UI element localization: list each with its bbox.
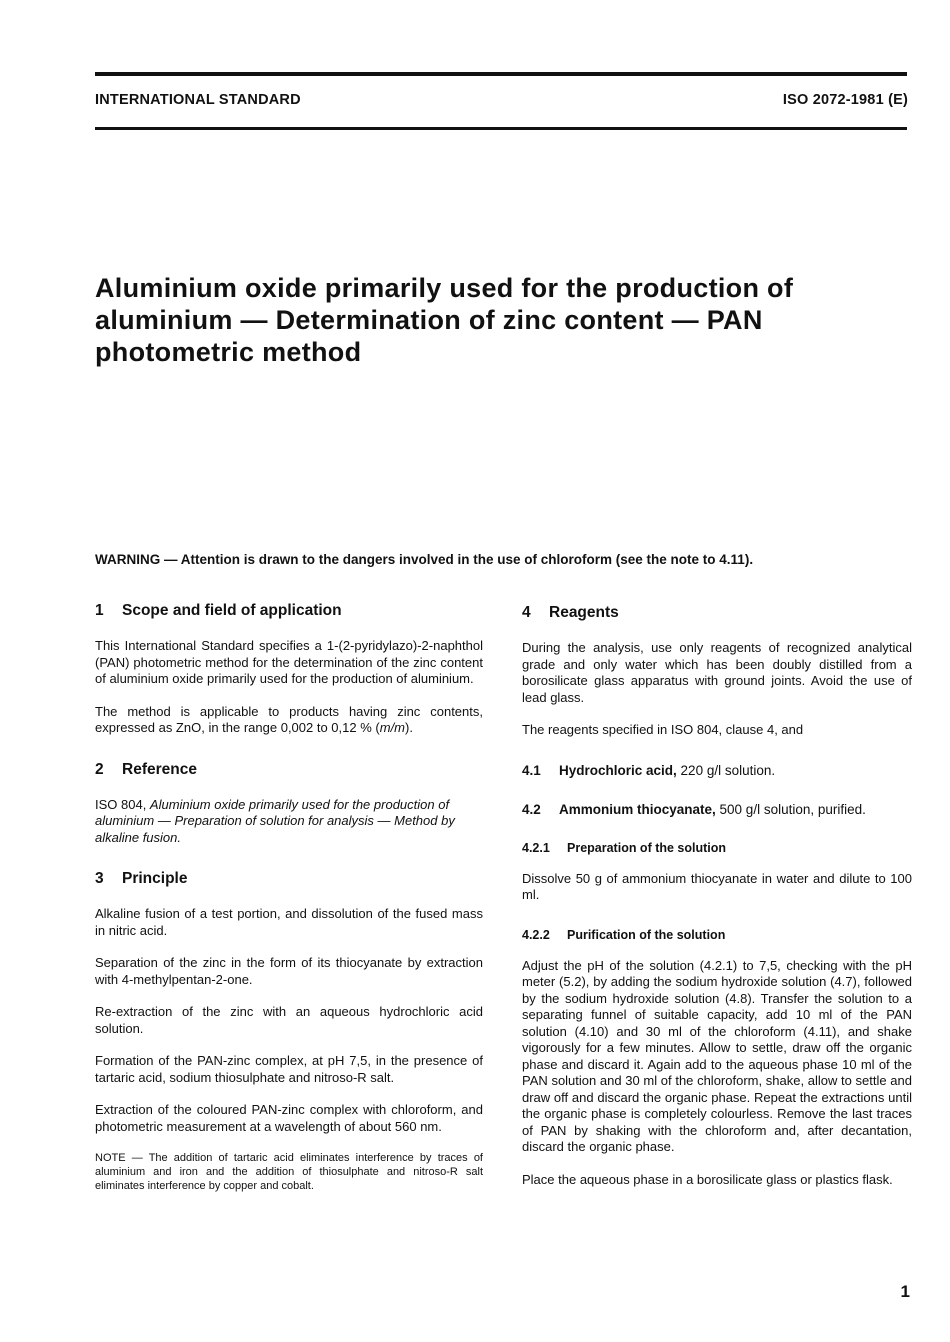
reagent-name: Hydrochloric acid, — [559, 762, 677, 778]
section-4-2-2-heading — [522, 928, 912, 942]
top-rule — [95, 72, 907, 76]
section-title: Reference — [122, 760, 197, 778]
text-run-italic: Aluminium oxide primarily used for the production of aluminium — Preparation of solution for analysis — Method by alkaline fusion. — [95, 796, 455, 845]
reagent-name: Ammonium thiocyanate, — [559, 801, 716, 817]
principle-paragraph: Re-extraction of the zinc with an aqueous hydrochloric acid solution. — [95, 1004, 483, 1036]
subsection-title: Purification of the solution — [567, 927, 726, 942]
text-run: ISO 804, — [95, 796, 150, 812]
title-line: Aluminium oxide primarily used for the production of — [95, 273, 794, 303]
purification-paragraph: Place the aqueous phase in a borosilicate glass or plastics flask. — [522, 1171, 893, 1187]
warning-note: WARNING — Attention is drawn to the dangers involved in the use of chloroform (see the note to 4.11). — [95, 552, 754, 567]
section-number: 3 — [95, 870, 104, 887]
title-line: photometric method — [95, 337, 362, 367]
header-standard-type: INTERNATIONAL STANDARD — [95, 92, 301, 108]
right-column — [522, 602, 912, 1204]
scope-paragraph: This International Standard specifies a 1-(2-pyridylazo)-2-naphthol (PAN) photometric method for the determination of the zinc content of aluminium oxide primarily used for the production of aluminium. — [95, 638, 483, 686]
section-1-heading — [95, 602, 483, 620]
text-run: The method is applicable to products having zinc contents, expressed as ZnO, in the range 0,002 to 0,12 % ( — [95, 703, 483, 735]
page-number: 1 — [900, 1282, 910, 1301]
title-line: aluminium — Determination of zinc content — PAN — [95, 305, 763, 335]
subsection-number: 4.2.1 — [522, 840, 550, 855]
section-title: Reagents — [549, 604, 619, 621]
section-number: 1 — [95, 602, 104, 619]
section-number: 2 — [95, 760, 104, 778]
section-3-heading — [95, 870, 483, 888]
section-4-2-1-heading — [522, 841, 912, 855]
principle-paragraph: Extraction of the coloured PAN-zinc complex with chloroform, and photometric measurement at a wavelength of about 560 nm. — [95, 1102, 483, 1134]
section-4-1-heading — [522, 763, 912, 778]
preparation-paragraph: Dissolve 50 g of ammonium thiocyanate in water and dilute to 100 ml. — [522, 870, 912, 902]
section-4-heading — [522, 604, 912, 622]
subsection-number: 4.2.2 — [522, 927, 550, 942]
section-2-heading — [95, 761, 483, 779]
document-title — [95, 272, 885, 368]
principle-paragraph: Formation of the PAN-zinc complex, at pH 7,5, in the presence of tartaric acid, sodium thiosulphate and nitroso-R salt. — [95, 1053, 483, 1085]
principle-paragraph: Alkaline fusion of a test portion, and dissolution of the fused mass in nitric acid. — [95, 906, 483, 938]
header-standard-number: ISO 2072-1981 (E) — [782, 92, 908, 108]
subsection-number: 4.1 — [522, 762, 541, 778]
reagents-paragraph: During the analysis, use only reagents of recognized analytical grade and only water which has been doubly distilled from a borosilicate glass apparatus with ground joints. Avoid the use of lead glass. — [522, 640, 912, 705]
reference-paragraph — [95, 797, 483, 847]
reagent-spec: 500 g/l solution, purified. — [715, 801, 866, 817]
text-run: ). — [405, 720, 413, 735]
principle-note: NOTE — The addition of tartaric acid eliminates interference by traces of aluminium and iron and the addition of thiosulphate and nitroso-R salt eliminates interference by copper and cobalt. — [95, 1152, 483, 1192]
header-rule — [95, 127, 907, 130]
section-title: Scope and field of application — [122, 602, 342, 619]
section-number: 4 — [522, 604, 531, 621]
section-title: Principle — [122, 870, 188, 887]
left-column — [95, 602, 483, 1209]
reagent-spec: 220 g/l solution. — [676, 762, 776, 778]
purification-paragraph: Adjust the pH of the solution (4.2.1) to 7,5, checking with the pH meter (5.2), by adding the sodium hydroxide solution (4.7), followed by the sodium hydroxide solution (4.8). Transfer the solution to a separating funnel of suitable capacity, add 10 ml of the PAN solution (4.10) and 30 ml of the chloroform (4.11), and shake vigorously for a few minutes. Allow to settle, draw off the organic phase and discard it. Again add to the aqueous phase 10 ml of the PAN solution and 30 ml of the chloroform, shake, allow to settle and draw off and discard the organic phase. Repeat the extractions until the organic phase is completely colourless. Remove the last traces of PAN by shaking with the chloroform and, after decantation, discard the organic phase. — [522, 957, 912, 1154]
subsection-title: Preparation of the solution — [567, 840, 727, 855]
subsection-number: 4.2 — [522, 801, 541, 817]
section-4-2-heading — [522, 802, 912, 817]
text-run-italic: m/m — [379, 720, 406, 735]
reagents-paragraph: The reagents specified in ISO 804, clause 4, and — [522, 722, 804, 737]
applicability-paragraph — [95, 704, 483, 737]
principle-paragraph: Separation of the zinc in the form of its thiocyanate by extraction with 4-methylpentan-2-one. — [95, 955, 483, 987]
